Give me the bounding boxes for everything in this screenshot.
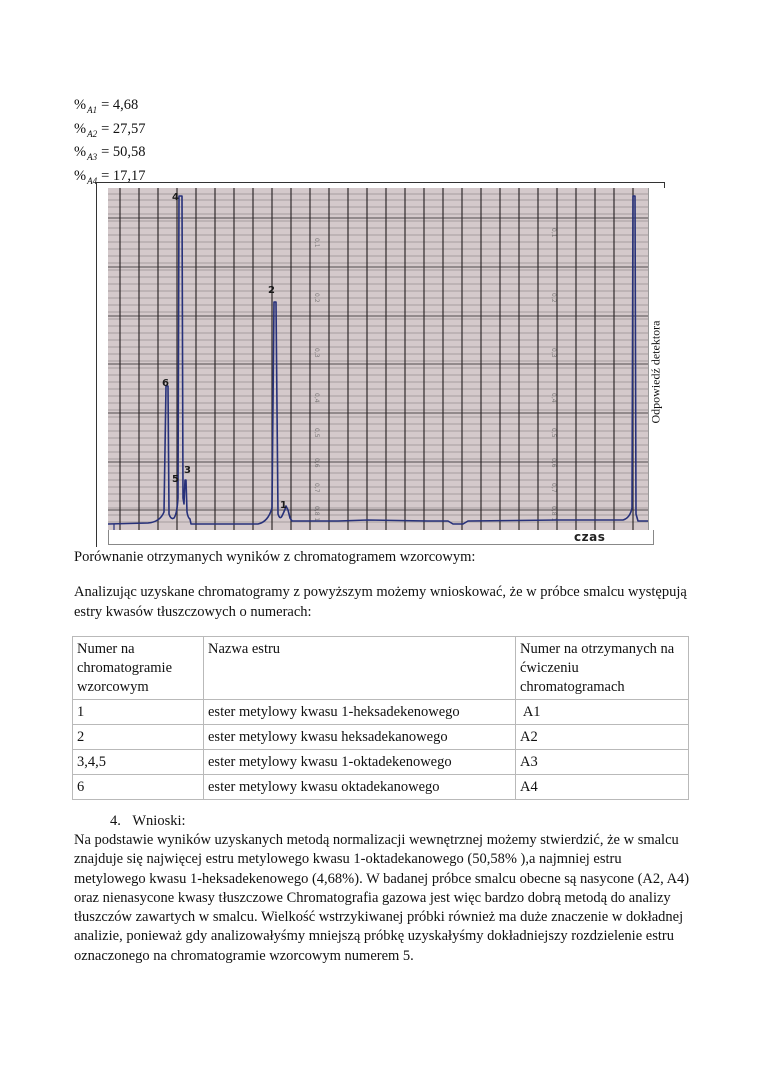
table-header-row <box>73 637 689 700</box>
table-row <box>73 775 689 800</box>
svg-text:0,8 1: 0,8 1 <box>313 506 320 522</box>
peak-label-4: 4 <box>172 192 179 203</box>
peak-label-6: 6 <box>162 378 169 389</box>
chromatogram-x-axis-strip <box>108 530 654 545</box>
result-value: 27,57 <box>112 120 146 137</box>
header-cell: Numer na otrzymanych na ćwiczeniu chromatogramach <box>516 637 689 700</box>
chromatogram-image <box>108 188 648 530</box>
svg-text:0,6: 0,6 <box>550 458 557 468</box>
svg-text:0,7: 0,7 <box>313 483 320 493</box>
svg-text:0,7: 0,7 <box>550 483 557 493</box>
equals-sign: = <box>101 97 110 113</box>
equals-sign: = <box>101 120 110 137</box>
table-cell: ester metylowy kwasu oktadekanowego <box>204 775 516 800</box>
table-cell: A3 <box>516 750 689 775</box>
table-row <box>73 725 689 750</box>
analysis-paragraph: Analizując uzyskane chromatogramy z powyższym możemy wnioskować, że w próbce smalcu występują estry kwasów tłuszczowych o numerach: <box>74 584 687 620</box>
table-cell: A2 <box>516 725 689 750</box>
result-a2 <box>74 118 146 142</box>
svg-text:0,3: 0,3 <box>313 348 320 358</box>
table-cell: 6 <box>73 775 204 800</box>
result-subscript: A4 <box>87 175 98 186</box>
svg-text:0,2: 0,2 <box>550 293 557 303</box>
result-subscript: A2 <box>87 128 98 139</box>
table-cell: 2 <box>73 725 204 750</box>
table-row <box>73 750 689 775</box>
table-cell: 1 <box>73 700 204 725</box>
peak-label-2: 2 <box>268 285 275 296</box>
percent-symbol: % <box>74 144 87 160</box>
result-subscript: A3 <box>87 152 98 162</box>
table-cell: A1 <box>516 700 689 725</box>
svg-text:0,8 1: 0,8 1 <box>550 506 557 522</box>
section-heading-conclusions <box>110 813 186 830</box>
svg-text:0,1: 0,1 <box>313 238 320 248</box>
table-cell: ester metylowy kwasu 1-heksadekenowego <box>204 700 516 725</box>
header-cell: Nazwa estru <box>204 637 516 700</box>
svg-text:0,5: 0,5 <box>313 428 320 438</box>
x-axis-label: czas <box>574 530 606 544</box>
svg-text:0,2: 0,2 <box>313 293 320 303</box>
svg-text:0,6: 0,6 <box>313 458 320 468</box>
result-subscript: A1 <box>87 105 98 115</box>
table-cell: A4 <box>516 775 689 800</box>
section-title: Wnioski: <box>132 813 186 829</box>
result-value: 17,17 <box>112 167 146 184</box>
table-cell: 3,4,5 <box>73 750 204 775</box>
result-a1 <box>74 94 146 118</box>
percent-symbol: % <box>74 120 87 137</box>
conclusion-paragraph: Na podstawie wyników uzyskanych metodą normalizacji wewnętrznej możemy stwierdzić, że w smalcu znajduje się najwięcej estru metylowego kwasu 1-oktadekanowego (50,58% ),a najmniej estru metylowego kwasu 1-heksadekenowego (4,68%). W badanej próbce smalcu obecne są nasycone (A2, A4) oraz nienasycone kwasy tłuszczowe Chromatografia gazowa jest więc bardzo dobrą metodą do analizy tłuszczów zawartych w smalcu. Wielkość wstrzykiwanej próbki również ma duże znaczenie w dokładnej analizie, ponieważ gdy analizowałyśmy mniejszą próbkę uzyskałyśmy dokładniejszy rozdzielenie estru oznaczonego na chromatogramie wzorcowym numerem 5. <box>74 832 690 964</box>
percent-symbol: % <box>74 97 87 113</box>
header-cell: Numer na chromatogramie wzorcowym <box>73 637 204 700</box>
peak-label-1: 1 <box>280 500 287 511</box>
percent-symbol: % <box>74 167 87 184</box>
result-value: 4,68 <box>112 97 139 113</box>
svg-text:0,3: 0,3 <box>550 348 557 358</box>
table-cell: ester metylowy kwasu heksadekanowego <box>204 725 516 750</box>
equals-sign: = <box>101 144 110 160</box>
svg-text:0,4: 0,4 <box>313 393 320 403</box>
svg-text:0,1: 0,1 <box>550 228 557 238</box>
section-number: 4. <box>110 813 121 829</box>
table-cell: ester metylowy kwasu 1-oktadekenowego <box>204 750 516 775</box>
ester-comparison-table <box>72 636 689 800</box>
equals-sign: = <box>101 167 110 184</box>
table-row <box>73 700 689 725</box>
svg-text:0,5: 0,5 <box>550 428 557 438</box>
peak-label-3: 3 <box>184 465 191 476</box>
area-percent-results <box>74 94 146 188</box>
svg-text:0,4: 0,4 <box>550 393 557 403</box>
result-a3 <box>74 141 146 165</box>
peak-label-5: 5 <box>172 474 179 485</box>
comparison-heading: Porównanie otrzymanych wyników z chromatogramem wzorcowym: <box>74 549 476 565</box>
result-value: 50,58 <box>112 144 146 160</box>
y-axis-label: Odpowiedź detektora <box>648 320 663 424</box>
